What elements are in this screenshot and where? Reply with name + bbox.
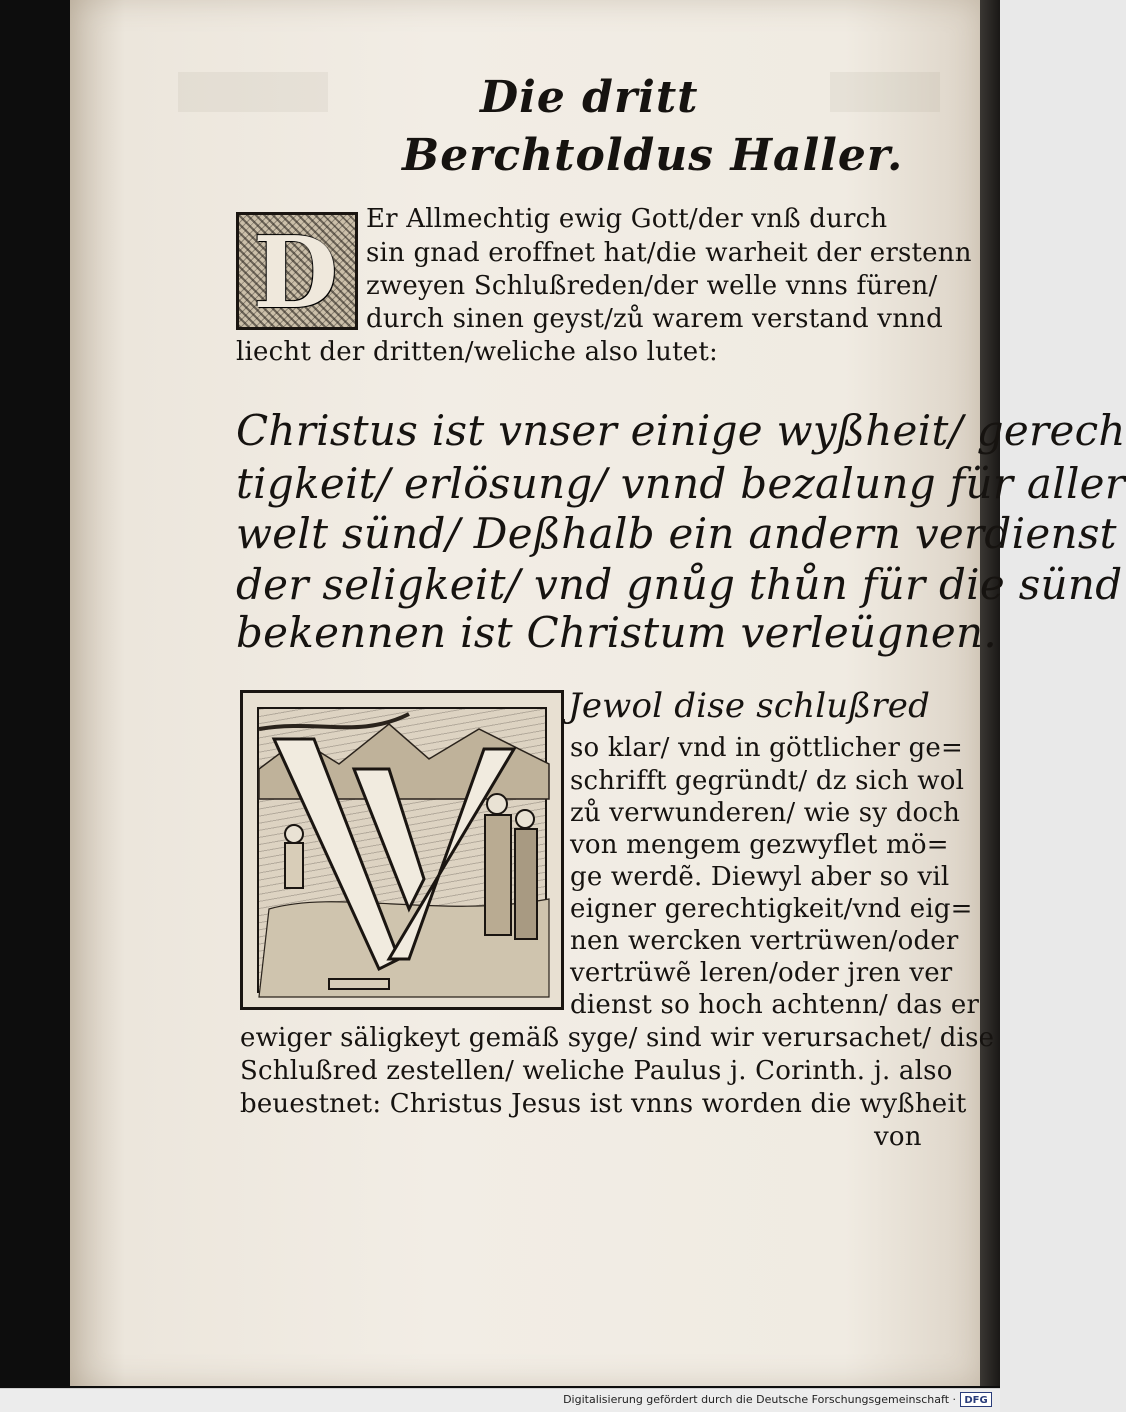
body-line: dienst so hoch achtenn/ das er <box>570 990 980 1020</box>
page-title-line-2: Berchtoldus Haller. <box>402 130 904 181</box>
footer-credit: Digitalisierung gefördert durch die Deutsche Forschungsgemeinschaft · <box>563 1393 956 1406</box>
initial-letter: D <box>253 216 338 331</box>
decorated-initial-d <box>236 212 358 330</box>
thesis-line: tigkeit/ erlösung/ vnnd bezalung für aller <box>236 459 1126 508</box>
body-line: von mengem gezwyflet mö= <box>570 830 949 860</box>
page-edge <box>980 0 1000 1386</box>
woodcut-drawing <box>259 709 549 997</box>
body-line: so klar/ vnd in göttlicher ge= <box>570 733 963 763</box>
body-line: zů verwunderen/ wie sy doch <box>570 798 961 828</box>
catchword: von <box>874 1122 922 1152</box>
body-line: vertrüwẽ leren/oder jren ver <box>570 958 953 988</box>
dfg-logo: DFG <box>960 1392 992 1407</box>
page-title-line-1: Die dritt <box>480 72 699 123</box>
body-line: eigner gerechtigkeit/vnd eig= <box>570 894 973 924</box>
intro-line: zweyen Schlußreden/der welle vnns füren/ <box>366 271 938 301</box>
body-line: Schlußred zestellen/ weliche Paulus j. Corinth. j. also <box>240 1056 953 1086</box>
body-line: ge werdẽ. Diewyl aber so vil <box>570 862 950 892</box>
show-through <box>178 72 328 112</box>
thesis-line: der seligkeit/ vnd gnůg thůn für die sünd <box>236 560 1123 609</box>
woodcut-initial-w <box>240 690 564 1010</box>
body-line: Jewol dise schlußred <box>568 686 931 726</box>
thesis-line: bekennen ist Christum verleügnen. <box>236 608 998 657</box>
intro-line: Er Allmechtig ewig Gott/der vnß durch <box>366 204 888 234</box>
woodcut-illustration <box>257 707 547 993</box>
intro-line: sin gnad eroffnet hat/die warheit der erstenn <box>366 238 972 268</box>
thesis-line: welt sünd/ Deßhalb ein andern verdienst <box>236 509 1117 558</box>
footer-bar <box>0 1388 1000 1412</box>
body-line: schrifft gegründt/ dz sich wol <box>570 766 965 796</box>
body-line: nen wercken vertrüwen/oder <box>570 926 959 956</box>
intro-line: liecht der dritten/weliche also lutet: <box>236 337 718 367</box>
body-line: beuestnet: Christus Jesus ist vnns worden die wyßheit <box>240 1089 967 1119</box>
show-through <box>830 72 940 112</box>
thesis-line: Christus ist vnser einige wyßheit/ gerech <box>236 406 1126 455</box>
intro-line: durch sinen geyst/zů warem verstand vnnd <box>366 304 943 334</box>
body-line: ewiger säligkeyt gemäß syge/ sind wir verursachet/ dise <box>240 1023 995 1053</box>
